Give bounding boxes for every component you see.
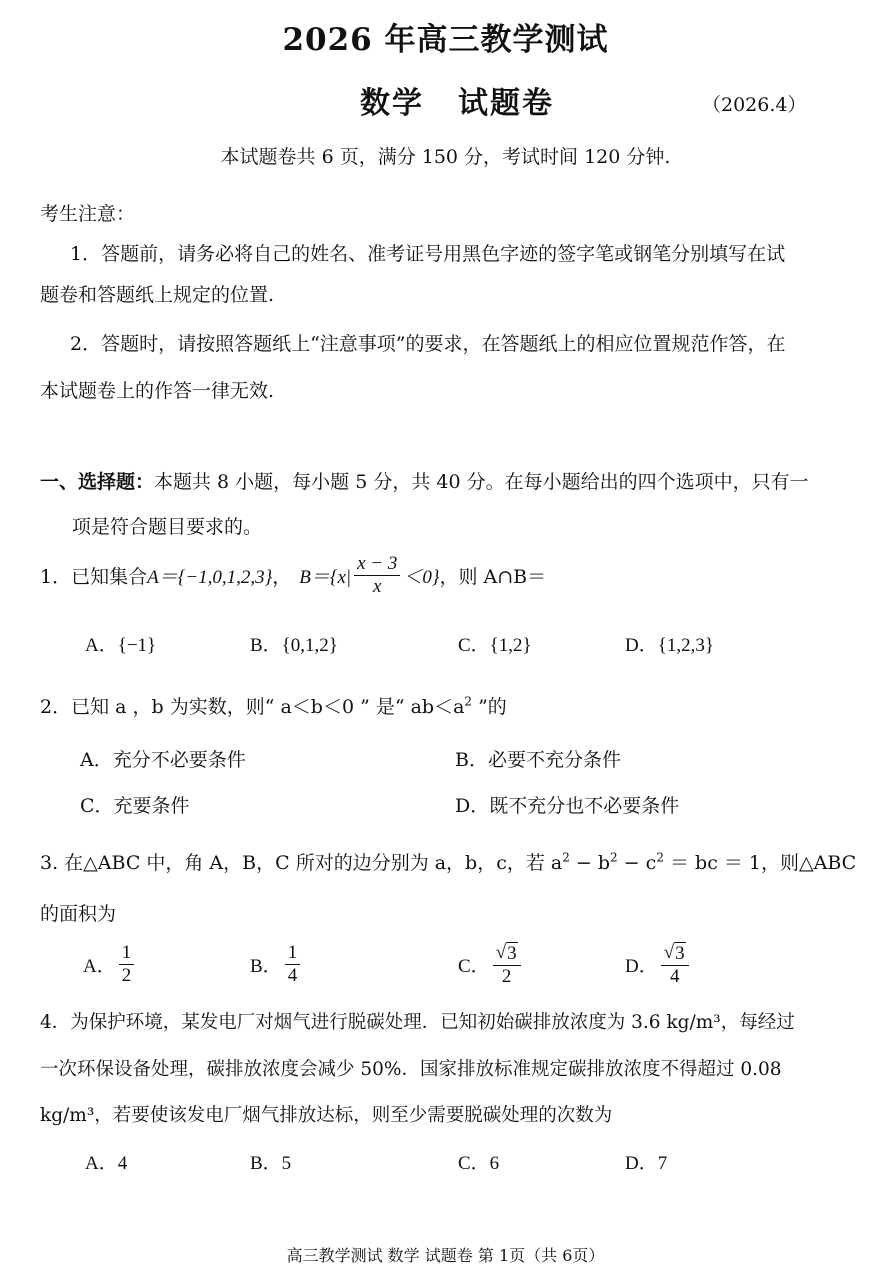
- q1-tail: ，则 A∩B＝: [439, 565, 547, 588]
- q3-b-num: 1: [285, 942, 301, 965]
- notice-item-1-line-2: 题卷和答题纸上规定的位置.: [40, 284, 275, 306]
- q3-a-num: 1: [119, 942, 135, 965]
- q4-option-a: A．4: [85, 1153, 128, 1174]
- q3-d-radicand: 3: [675, 943, 685, 964]
- section-1-text: 本题共 8 小题，每小题 5 分，共 40 分。在每小题给出的四个选项中，只有一: [154, 471, 809, 493]
- q3-option-a-label: A．: [83, 955, 116, 977]
- q3-option-d: [625, 942, 692, 988]
- question-4-line-1: 4．为保护环境，某发电厂对烟气进行脱碳处理．已知初始碳排放浓度为 3.6 kg/m³，每经过: [40, 1012, 795, 1033]
- q2-lead: 已知 a ，b 为实数，则“ a＜b＜0 ” 是“ ab＜a: [71, 696, 465, 718]
- q2-option-d: D．既不充分也不必要条件: [455, 795, 680, 817]
- notice-item-2-line-2: 本试题卷上的作答一律无效.: [40, 380, 275, 402]
- q1-set-b-post: ＜0}: [403, 566, 440, 588]
- q3-a-den: 2: [121, 964, 132, 986]
- subject-label: 数学: [360, 86, 424, 121]
- q3-c-num: [493, 942, 521, 966]
- notice-item-2-line-1: 2．答题时，请按照答题纸上“注意事项”的要求，在答题纸上的相应位置规范作答，在: [70, 333, 786, 355]
- q1-number: 1．: [40, 565, 72, 588]
- q3-option-c-label: C．: [458, 956, 490, 978]
- q2-number: 2．: [40, 696, 72, 718]
- q3-option-b-fraction: [285, 942, 301, 987]
- exam-title: 2026 年高三教学测试: [282, 22, 609, 58]
- q3-option-a: [83, 942, 137, 987]
- exam-date: （2026.4）: [702, 94, 807, 116]
- q4-option-c: C．6: [458, 1153, 500, 1174]
- q1-option-d: D．{1,2,3}: [625, 635, 714, 656]
- notice-item-1-line-1: 1．答题前，请务必将自己的姓名、准考证号用黑色字迹的签字笔或钢笔分别填写在试: [70, 243, 786, 265]
- question-2: [40, 692, 507, 719]
- q3-d-num: [661, 942, 689, 966]
- question-4-line-3: kg/m³，若要使该发电厂烟气排放达标，则至少需要脱碳处理的次数为: [40, 1105, 613, 1126]
- q3-d-den: 4: [669, 965, 680, 987]
- question-4-line-2: 一次环保设备处理，碳排放浓度会减少 50%．国家排放标准规定碳排放浓度不得超过 0.08: [40, 1059, 782, 1080]
- q3-option-c: [458, 942, 524, 988]
- q1-set-b-pre: B＝{x|: [299, 566, 352, 588]
- q3-c-radicand: 3: [507, 943, 517, 964]
- q4-option-b: B．5: [250, 1153, 292, 1174]
- q1-option-a: A．{−1}: [85, 635, 157, 656]
- q3-option-c-fraction: [493, 942, 521, 988]
- q3-option-a-fraction: [119, 942, 135, 987]
- q2-option-a: A．充分不必要条件: [80, 749, 246, 771]
- exam-subtitle: [360, 78, 554, 122]
- sqrt-icon: [496, 942, 518, 965]
- question-1: [40, 553, 546, 598]
- q3-mid-1: − b: [569, 852, 611, 874]
- paper-kind-label: 试题卷: [458, 86, 554, 121]
- q2-exponent: 2: [464, 694, 473, 709]
- q1-fraction: [354, 553, 400, 598]
- q3-d-radical: √: [663, 942, 675, 963]
- section-1-line-1: [40, 467, 809, 494]
- q1-option-c: C．{1,2}: [458, 635, 532, 656]
- q3-line1-pre: 3. 在△ABC 中，角 A，B，C 所对的边分别为 a，b，c，若 a: [40, 852, 563, 874]
- exam-intro: 本试题卷共 6 页，满分 150 分，考试时间 120 分钟.: [220, 146, 671, 168]
- notice-heading: 考生注意：: [40, 203, 136, 225]
- q4-option-d: D．7: [625, 1153, 668, 1174]
- q3-b-den: 4: [287, 964, 298, 986]
- page-footer: 高三教学测试 数学 试题卷 第 1页（共 6页）: [286, 1246, 605, 1265]
- q1-set-a: A＝{−1,0,1,2,3}: [147, 566, 273, 588]
- section-1-line-2: 项是符合题目要求的。: [72, 516, 263, 538]
- q3-option-d-fraction: [661, 942, 689, 988]
- q3-exp-1: 2: [562, 850, 570, 865]
- q2-tail: ”的: [472, 696, 507, 718]
- q3-line1-post: ＝ bc ＝ 1，则△ABC: [663, 852, 857, 874]
- q3-option-b: [250, 942, 303, 987]
- q3-c-den: 2: [501, 965, 512, 987]
- q3-c-radical: √: [495, 942, 507, 963]
- q1-sep: ，: [272, 565, 292, 588]
- section-1-label: 一、选择题：: [40, 471, 155, 493]
- q3-option-d-label: D．: [625, 956, 658, 978]
- question-3-line-2: 的面积为: [40, 903, 117, 925]
- q1-frac-num: x − 3: [354, 553, 400, 576]
- question-3-line-1: [40, 848, 856, 875]
- q3-mid-2: − c: [617, 852, 657, 874]
- q3-exp-3: 2: [656, 850, 664, 865]
- q3-exp-2: 2: [610, 850, 618, 865]
- q2-option-c: C．充要条件: [80, 795, 190, 817]
- q2-option-b: B．必要不充分条件: [455, 749, 621, 771]
- q1-option-b: B．{0,1,2}: [250, 635, 338, 656]
- q3-option-b-label: B．: [250, 955, 282, 977]
- q1-frac-den: x: [373, 575, 382, 597]
- q1-lead: 已知集合: [71, 565, 148, 588]
- sqrt-icon: [664, 942, 686, 965]
